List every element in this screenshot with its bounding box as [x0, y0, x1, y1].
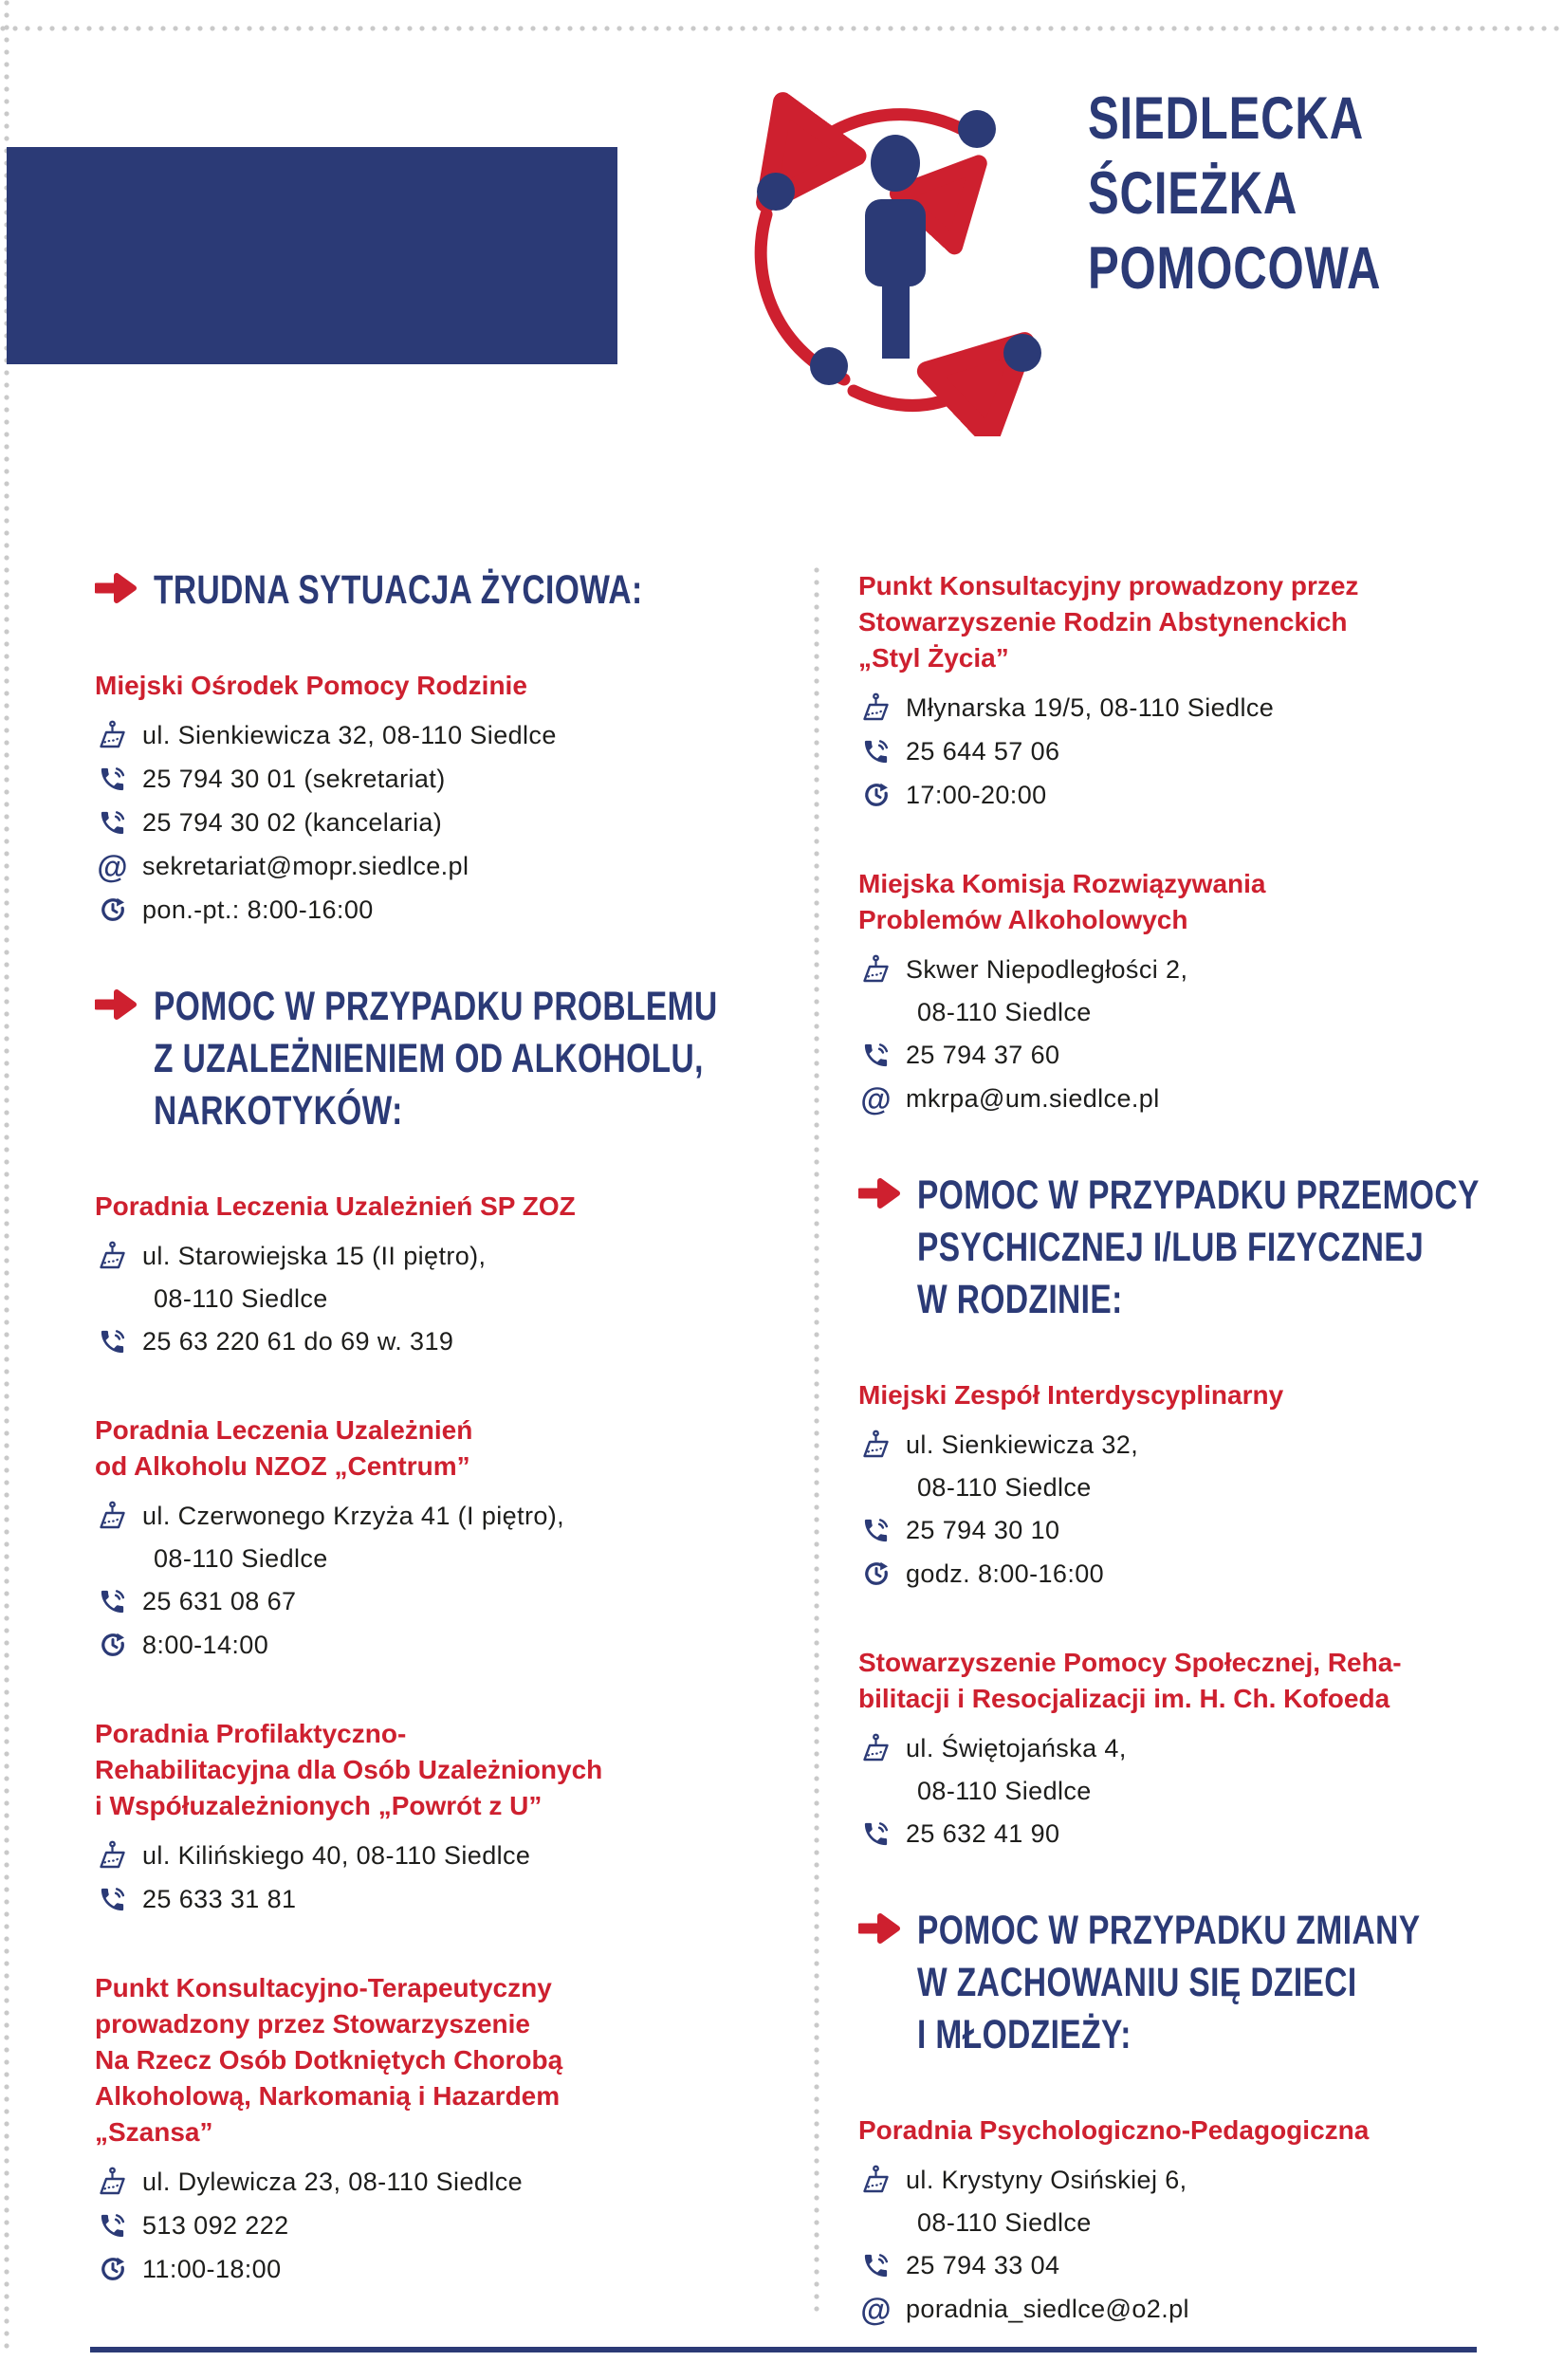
- section-heading: [858, 1170, 1513, 1326]
- org-name-line: Problemów Alkoholowych: [858, 905, 1188, 934]
- org-name-line: Alkoholową, Narkomanią i Hazardem: [95, 2081, 561, 2111]
- section-heading-line: Z UZALEŻNIENIEM OD ALKOHOLU,: [154, 1036, 704, 1081]
- contact-item-map-pin: [858, 686, 1513, 729]
- map-pin-icon: [95, 2166, 130, 2198]
- phone-icon: [858, 2251, 893, 2280]
- map-pin-icon: [95, 1839, 130, 1872]
- contact-item-phone: [858, 1033, 1513, 1077]
- page-title-line: ŚCIEŻKA: [1088, 160, 1298, 227]
- contact-item-map-pin: [858, 1726, 1513, 1812]
- contact-item-clock: [95, 888, 626, 932]
- contact-text: ul. Krystyny Osińskiej 6,: [906, 2165, 1187, 2194]
- org-name: [95, 1189, 626, 1225]
- at-icon: @: [97, 848, 128, 884]
- org-name: [95, 1412, 626, 1485]
- org-name-line: Poradnia Leczenia Uzależnień: [95, 1415, 473, 1445]
- contact-text: ul. Sienkiewicza 32,: [906, 1430, 1139, 1459]
- contact-text: sekretariat@mopr.siedlce.pl: [142, 851, 469, 880]
- phone-icon: [95, 808, 130, 838]
- clock-icon: [95, 2255, 130, 2283]
- contact-item-map-pin: [858, 2158, 1513, 2243]
- phone-icon: [95, 1587, 130, 1616]
- section-heading-line: W RODZINIE:: [917, 1277, 1123, 1322]
- contact-item-map-pin: [95, 1834, 626, 1877]
- map-pin-icon: [858, 2164, 893, 2196]
- contact-item-phone: [858, 1812, 1513, 1855]
- org-name-line: Stowarzyszenie Pomocy Społecznej, Reha-: [858, 1648, 1402, 1677]
- contact-text: 25 63 220 61 do 69 w. 319: [142, 1326, 454, 1356]
- org-name-line: bilitacji i Resocjalizacji im. H. Ch. Kofoeda: [858, 1684, 1390, 1713]
- org-entry: [95, 1189, 626, 1363]
- map-pin-icon: [858, 1732, 893, 1764]
- phone-icon: [95, 2211, 130, 2241]
- org-name: [858, 2112, 1513, 2149]
- clock-icon: [95, 1631, 130, 1659]
- phone-icon: [858, 737, 893, 766]
- page-title-line: SIEDLECKA: [1088, 85, 1364, 152]
- map-pin-icon: [858, 953, 893, 986]
- org-name: [95, 668, 626, 704]
- org-entry: [858, 1377, 1513, 1596]
- section-heading-line: POMOC W PRZYPADKU PROBLEMU: [154, 984, 718, 1029]
- column-divider: [814, 567, 819, 2315]
- top-cut-line: [0, 26, 1564, 31]
- org-name-line: Miejska Komisja Rozwiązywania: [858, 869, 1266, 898]
- org-name: [858, 1377, 1513, 1413]
- section-heading-line: W ZACHOWANIU SIĘ DZIECI: [917, 1960, 1357, 2005]
- contact-item-map-pin: [858, 1423, 1513, 1508]
- contact-text: 25 644 57 06: [906, 736, 1060, 766]
- at-icon: @: [860, 2291, 892, 2327]
- contact-text: ul. Czerwonego Krzyża 41 (I piętro),: [142, 1501, 565, 1530]
- section-heading: [95, 564, 643, 617]
- contact-text: 25 631 08 67: [142, 1586, 297, 1615]
- contact-text: Młynarska 19/5, 08-110 Siedlce: [906, 692, 1275, 722]
- arrow-right-icon: [858, 1170, 902, 1326]
- contact-item-map-pin: [858, 948, 1513, 1033]
- org-name-line: Miejski Ośrodek Pomocy Rodzinie: [95, 671, 527, 700]
- left-column: [95, 555, 718, 2340]
- section-heading: [95, 981, 718, 1137]
- org-entry: [858, 866, 1513, 1120]
- clock-icon: [858, 781, 893, 809]
- contact-text: godz. 8:00-16:00: [906, 1559, 1105, 1588]
- map-pin-icon: [95, 719, 130, 751]
- section-heading-line: PSYCHICZNEJ I/LUB FIZYCZNEJ: [917, 1225, 1425, 1270]
- org-name-line: Punkt Konsultacyjno-Terapeutyczny: [95, 1973, 552, 2002]
- contact-item-map-pin: [95, 1234, 626, 1319]
- org-name-line: Stowarzyszenie Rodzin Abstynenckich: [858, 607, 1348, 637]
- arrow-right-icon: [95, 981, 138, 1137]
- org-name-line: Poradnia Psychologiczno-Pedagogiczna: [858, 2115, 1370, 2145]
- org-name-line: Poradnia Profilaktyczno-: [95, 1719, 407, 1748]
- contact-text-continued: 08-110 Siedlce: [154, 1544, 328, 1573]
- org-name-line: Miejski Zespół Interdyscyplinarny: [858, 1380, 1284, 1410]
- org-name-line: „Styl Życia”: [858, 643, 1009, 673]
- contact-item-phone: [95, 1579, 626, 1623]
- contact-item-phone: [858, 1508, 1513, 1552]
- contact-text: 11:00-18:00: [142, 2254, 282, 2283]
- contact-item-phone: [95, 801, 626, 844]
- contact-text: 25 794 30 10: [906, 1515, 1060, 1544]
- contact-text: 25 794 30 02 (kancelaria): [142, 807, 443, 837]
- contact-text: ul. Kilińskiego 40, 08-110 Siedlce: [142, 1840, 531, 1870]
- org-entry: [95, 1716, 626, 1921]
- at-icon: @: [860, 1080, 892, 1116]
- section-heading-line: NARKOTYKÓW:: [154, 1088, 403, 1134]
- clock-icon: [858, 1559, 893, 1588]
- page-title-line: POMOCOWA: [1088, 235, 1382, 302]
- contact-item-phone: [858, 729, 1513, 773]
- map-pin-icon: [858, 692, 893, 724]
- contact-text-continued: 08-110 Siedlce: [154, 1284, 328, 1313]
- org-name: [95, 1716, 626, 1824]
- arrow-right-icon: [858, 1905, 902, 2061]
- contact-item-phone: [858, 2243, 1513, 2287]
- contact-item-clock: [858, 773, 1513, 817]
- circle-of-help-logo-icon: [738, 38, 1060, 436]
- map-pin-icon: [858, 1429, 893, 1461]
- contact-text: 25 633 31 81: [142, 1884, 297, 1913]
- logo: [738, 38, 1060, 436]
- org-entry: [858, 1645, 1513, 1855]
- contact-text-continued: 08-110 Siedlce: [917, 998, 1092, 1026]
- right-column: [858, 555, 1513, 2380]
- section-heading-line: TRUDNA SYTUACJA ŻYCIOWA:: [154, 567, 643, 613]
- org-name-line: „Szansa”: [95, 2117, 213, 2147]
- org-entry: [858, 2112, 1513, 2331]
- org-name: [858, 568, 1513, 676]
- org-entry: [95, 1412, 626, 1667]
- contact-item-clock: [95, 1623, 626, 1667]
- contact-text-continued: 08-110 Siedlce: [917, 1473, 1092, 1502]
- contact-text: 513 092 222: [142, 2210, 289, 2240]
- contact-text: 8:00-14:00: [142, 1630, 269, 1659]
- phone-icon: [858, 1041, 893, 1070]
- section-heading: [858, 1905, 1513, 2061]
- phone-icon: [95, 1327, 130, 1356]
- org-name-line: prowadzony przez Stowarzyszenie: [95, 2009, 530, 2039]
- contact-text: ul. Sienkiewicza 32, 08-110 Siedlce: [142, 720, 557, 749]
- org-name: [858, 866, 1513, 938]
- org-name: [95, 1970, 626, 2150]
- contact-item-phone: [95, 1877, 626, 1921]
- contact-text: poradnia_siedlce@o2.pl: [906, 2294, 1189, 2323]
- contact-text: ul. Świętojańska 4,: [906, 1733, 1127, 1762]
- org-name-line: od Alkoholu NZOZ „Centrum”: [95, 1451, 470, 1481]
- org-name: [858, 1645, 1513, 1717]
- contact-text: 17:00-20:00: [906, 780, 1047, 809]
- contact-text: 25 794 33 04: [906, 2250, 1060, 2279]
- contact-item-at: [858, 1077, 1513, 1120]
- page-title: [1088, 82, 1464, 306]
- contact-text: pon.-pt.: 8:00-16:00: [142, 895, 374, 924]
- org-name-line: i Współuzależnionych „Powrót z U”: [95, 1791, 543, 1820]
- contact-text: ul. Starowiejska 15 (II piętro),: [142, 1241, 487, 1270]
- phone-icon: [858, 1819, 893, 1849]
- brand-color-block: [7, 147, 617, 364]
- section-heading-line: POMOC W PRZYPADKU PRZEMOCY: [917, 1172, 1480, 1218]
- org-entry: [95, 668, 626, 932]
- contact-item-phone: [95, 2204, 626, 2247]
- org-entry: [95, 1970, 626, 2291]
- contact-item-map-pin: [95, 713, 626, 757]
- contact-item-at: [95, 844, 626, 888]
- org-entry: [858, 568, 1513, 817]
- org-name-line: Na Rzecz Osób Dotkniętych Chorobą: [95, 2045, 563, 2075]
- org-name-line: Punkt Konsultacyjny prowadzony przez: [858, 571, 1359, 600]
- contact-item-clock: [858, 1552, 1513, 1596]
- map-pin-icon: [95, 1240, 130, 1272]
- contact-item-clock: [95, 2247, 626, 2291]
- contact-text: 25 794 30 01 (sekretariat): [142, 764, 446, 793]
- contact-text: 25 632 41 90: [906, 1818, 1060, 1848]
- contact-item-phone: [95, 757, 626, 801]
- contact-text-continued: 08-110 Siedlce: [917, 1777, 1092, 1805]
- contact-item-map-pin: [95, 1494, 626, 1579]
- contact-text: 25 794 37 60: [906, 1040, 1060, 1069]
- section-heading-line: POMOC W PRZYPADKU ZMIANY: [917, 1908, 1421, 1953]
- contact-text: Skwer Niepodległości 2,: [906, 954, 1188, 984]
- contact-item-phone: [95, 1319, 626, 1363]
- phone-icon: [858, 1516, 893, 1545]
- contact-text: ul. Dylewicza 23, 08-110 Siedlce: [142, 2167, 524, 2196]
- org-name-line: Poradnia Leczenia Uzależnień SP ZOZ: [95, 1191, 576, 1221]
- contact-item-at: [858, 2287, 1513, 2331]
- clock-icon: [95, 895, 130, 924]
- map-pin-icon: [95, 1500, 130, 1532]
- section-heading-line: I MŁODZIEŻY:: [917, 2012, 1132, 2057]
- org-name-line: Rehabilitacyjna dla Osób Uzależnionych: [95, 1755, 603, 1784]
- contact-text: mkrpa@um.siedlce.pl: [906, 1083, 1160, 1113]
- contact-item-map-pin: [95, 2160, 626, 2204]
- phone-icon: [95, 1885, 130, 1914]
- arrow-right-icon: [95, 564, 138, 617]
- contact-text-continued: 08-110 Siedlce: [917, 2208, 1092, 2237]
- phone-icon: [95, 765, 130, 794]
